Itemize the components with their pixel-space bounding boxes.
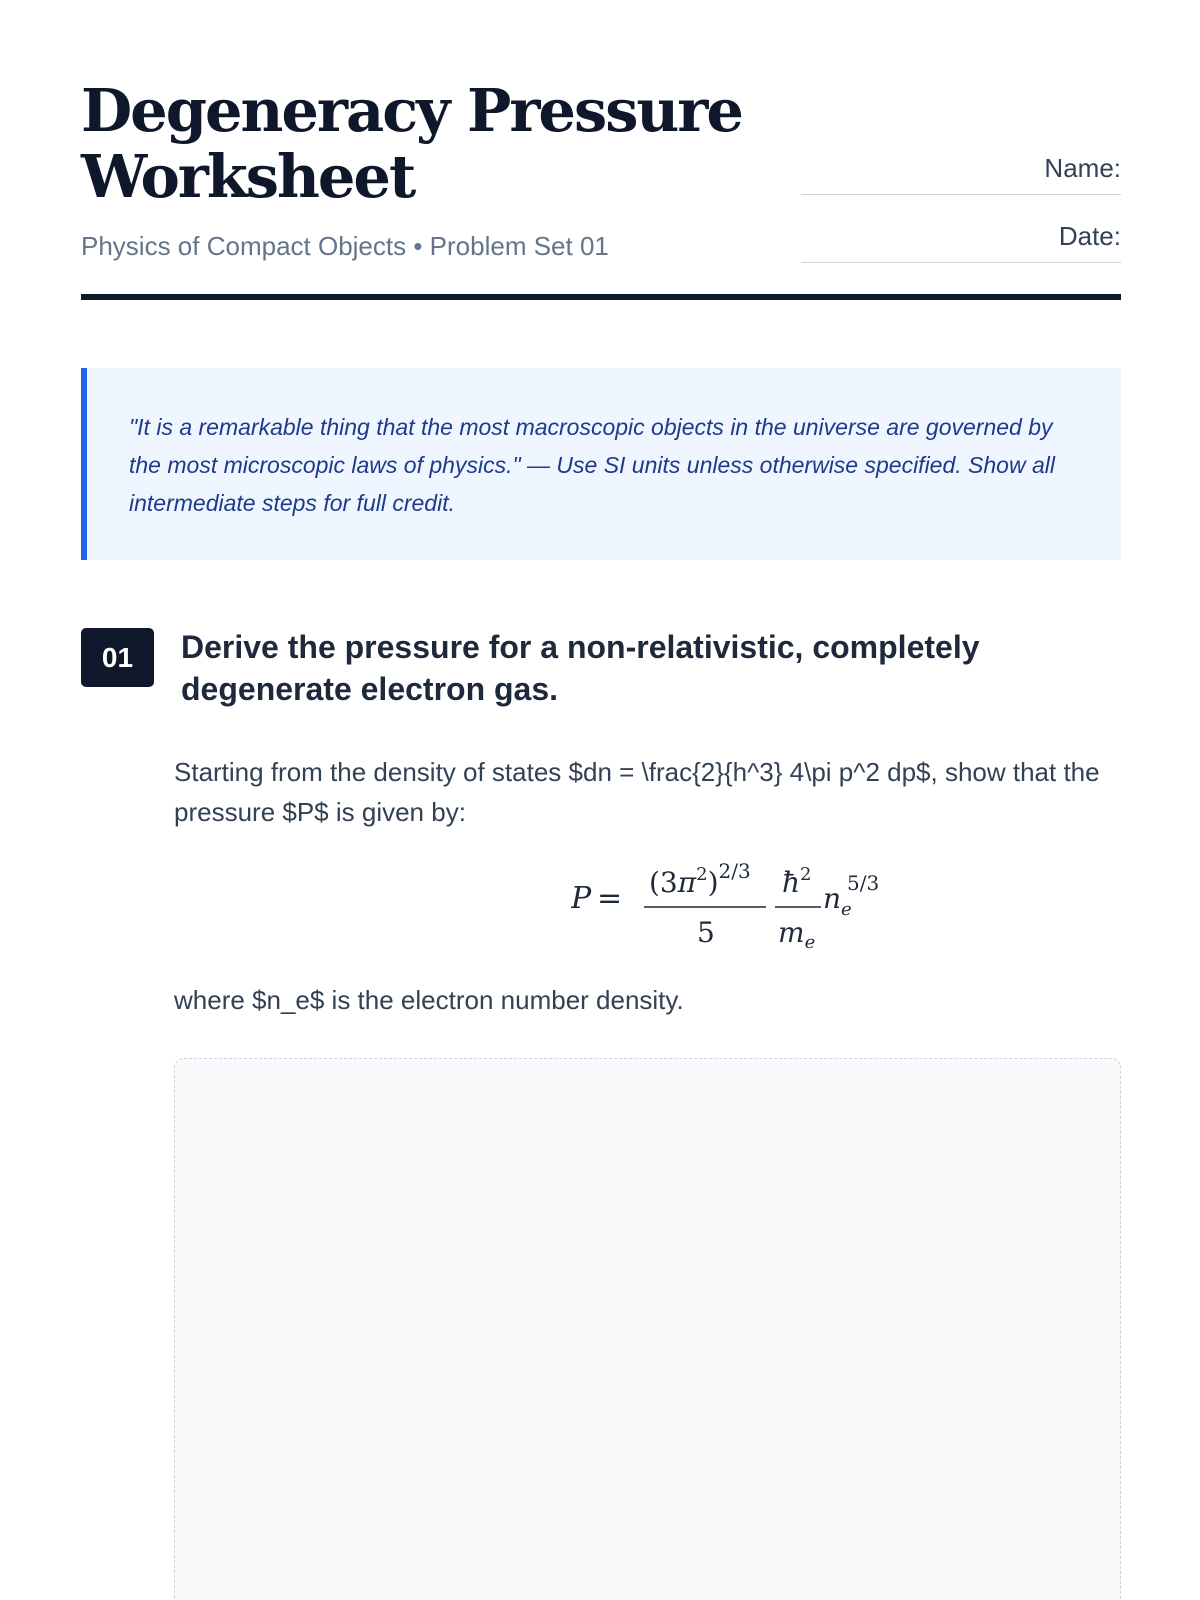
date-field[interactable] — [801, 220, 1121, 288]
name-field[interactable] — [801, 152, 1121, 220]
instructions-callout — [81, 368, 1121, 560]
eq-hbar: $ħ^2$ — [782, 864, 812, 899]
eq-ne: $n_e$ — [823, 882, 852, 920]
name-line — [801, 194, 1121, 195]
page-subtitle: Physics of Compact Objects • Problem Set 01 — [81, 231, 609, 261]
date-label: Date: — [1058, 221, 1121, 251]
eq-exponent: 5/3 — [847, 871, 880, 895]
student-fields — [801, 152, 1121, 288]
eq-p: P — [571, 881, 592, 916]
eq-equals: = — [597, 881, 623, 916]
problem-description: Starting from the density of states $dn = \frac{2}{h^3} 4\pi p^2 dp$, show that the pressure $P$ is given by: — [174, 757, 1100, 827]
problem-title: Derive the pressure for a non-relativistic, completely degenerate electron gas. — [181, 629, 980, 707]
worksheet-page — [81, 0, 1121, 1600]
eq-numerator: $(3\pi^2)^{2/3}$ — [649, 860, 751, 899]
date-line — [801, 262, 1121, 263]
equation-svg — [571, 860, 911, 956]
eq-denominator: 5 — [697, 916, 715, 949]
pressure-equation — [571, 860, 911, 956]
callout-text: "It is a remarkable thing that the most macroscopic objects in the universe are governed by the most microscopic laws of physics." — Use SI units unless otherwise specified. Show all intermediate steps for full credit. — [129, 414, 1055, 516]
worksheet-header — [81, 78, 1121, 302]
eq-me: $m_e$ — [778, 916, 816, 953]
header-divider — [81, 294, 1121, 300]
problem-number-badge: 01 — [81, 628, 154, 687]
answer-workspace[interactable] — [174, 1058, 1121, 1600]
name-label: Name: — [1044, 153, 1121, 183]
page-title: Degeneracy Pressure Worksheet — [81, 76, 742, 211]
problem-where-note: where $n_e$ is the electron number density. — [174, 985, 684, 1015]
